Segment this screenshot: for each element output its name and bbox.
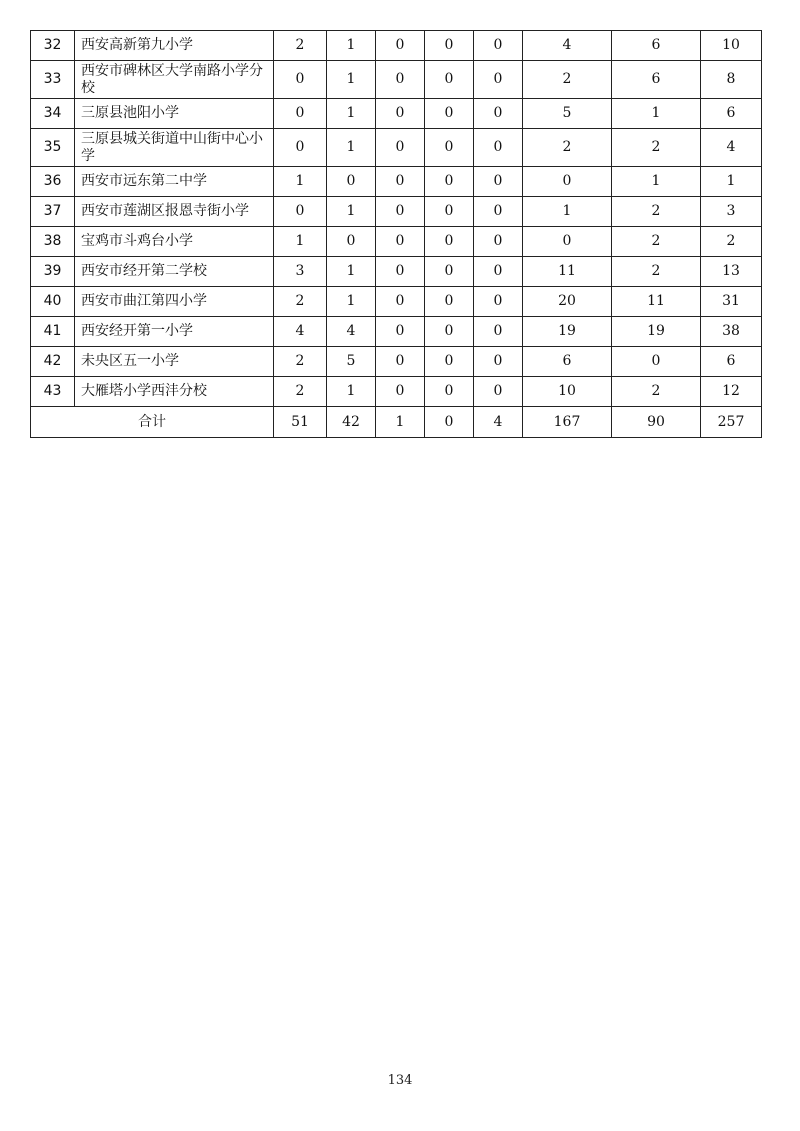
value-cell: 2 <box>612 257 701 287</box>
value-cell: 0 <box>523 167 612 197</box>
value-cell: 0 <box>376 31 425 61</box>
value-cell: 0 <box>376 167 425 197</box>
value-cell: 0 <box>474 31 523 61</box>
value-cell: 0 <box>376 287 425 317</box>
value-cell: 0 <box>425 347 474 377</box>
value-cell: 0 <box>376 197 425 227</box>
total-value-cell: 90 <box>612 407 701 438</box>
value-cell: 0 <box>376 317 425 347</box>
value-cell: 6 <box>612 61 701 99</box>
value-cell: 11 <box>523 257 612 287</box>
table-row <box>31 61 762 99</box>
value-cell: 10 <box>701 31 762 61</box>
school-name-cell: 西安经开第一小学 <box>75 317 274 347</box>
value-cell: 2 <box>274 31 327 61</box>
school-name-cell: 西安市远东第二中学 <box>75 167 274 197</box>
table-row <box>31 227 762 257</box>
value-cell: 0 <box>474 197 523 227</box>
table-row <box>31 99 762 129</box>
value-cell: 1 <box>327 287 376 317</box>
value-cell: 2 <box>274 347 327 377</box>
value-cell: 0 <box>376 129 425 167</box>
value-cell: 1 <box>274 227 327 257</box>
school-name-cell: 西安市经开第二学校 <box>75 257 274 287</box>
value-cell: 1 <box>523 197 612 227</box>
school-name-cell: 宝鸡市斗鸡台小学 <box>75 227 274 257</box>
value-cell: 1 <box>327 377 376 407</box>
value-cell: 6 <box>701 347 762 377</box>
value-cell: 1 <box>327 197 376 227</box>
total-row <box>31 407 762 438</box>
row-number-cell: 32 <box>31 31 75 61</box>
total-label-cell: 合计 <box>31 407 274 438</box>
value-cell: 2 <box>612 227 701 257</box>
value-cell: 10 <box>523 377 612 407</box>
school-name-cell: 三原县池阳小学 <box>75 99 274 129</box>
value-cell: 3 <box>701 197 762 227</box>
value-cell: 0 <box>376 99 425 129</box>
value-cell: 19 <box>612 317 701 347</box>
value-cell: 0 <box>425 99 474 129</box>
value-cell: 2 <box>701 227 762 257</box>
value-cell: 6 <box>612 31 701 61</box>
total-value-cell: 42 <box>327 407 376 438</box>
table-row <box>31 347 762 377</box>
value-cell: 6 <box>701 99 762 129</box>
value-cell: 1 <box>327 257 376 287</box>
value-cell: 0 <box>376 227 425 257</box>
value-cell: 4 <box>701 129 762 167</box>
value-cell: 4 <box>523 31 612 61</box>
value-cell: 0 <box>274 61 327 99</box>
total-value-cell: 1 <box>376 407 425 438</box>
value-cell: 0 <box>474 257 523 287</box>
value-cell: 0 <box>474 227 523 257</box>
table-body <box>31 31 762 438</box>
value-cell: 0 <box>474 317 523 347</box>
value-cell: 0 <box>474 129 523 167</box>
value-cell: 0 <box>376 347 425 377</box>
value-cell: 12 <box>701 377 762 407</box>
total-value-cell: 51 <box>274 407 327 438</box>
value-cell: 0 <box>474 377 523 407</box>
row-number-cell: 40 <box>31 287 75 317</box>
value-cell: 0 <box>612 347 701 377</box>
value-cell: 2 <box>523 61 612 99</box>
row-number-cell: 37 <box>31 197 75 227</box>
school-name-cell: 未央区五一小学 <box>75 347 274 377</box>
value-cell: 1 <box>327 31 376 61</box>
school-name-cell: 大雁塔小学西沣分校 <box>75 377 274 407</box>
value-cell: 0 <box>425 227 474 257</box>
total-value-cell: 257 <box>701 407 762 438</box>
value-cell: 0 <box>425 287 474 317</box>
value-cell: 1 <box>327 61 376 99</box>
value-cell: 0 <box>274 99 327 129</box>
value-cell: 0 <box>425 257 474 287</box>
value-cell: 38 <box>701 317 762 347</box>
table-row <box>31 377 762 407</box>
table-row <box>31 31 762 61</box>
row-number-cell: 38 <box>31 227 75 257</box>
value-cell: 1 <box>612 167 701 197</box>
table-row <box>31 197 762 227</box>
value-cell: 0 <box>474 99 523 129</box>
value-cell: 0 <box>425 377 474 407</box>
value-cell: 1 <box>701 167 762 197</box>
value-cell: 1 <box>327 129 376 167</box>
table-row <box>31 129 762 167</box>
value-cell: 0 <box>425 197 474 227</box>
value-cell: 2 <box>274 377 327 407</box>
value-cell: 2 <box>612 377 701 407</box>
value-cell: 0 <box>474 287 523 317</box>
value-cell: 0 <box>425 61 474 99</box>
value-cell: 0 <box>425 31 474 61</box>
total-value-cell: 0 <box>425 407 474 438</box>
school-name-cell: 西安市莲湖区报恩寺街小学 <box>75 197 274 227</box>
value-cell: 31 <box>701 287 762 317</box>
value-cell: 6 <box>523 347 612 377</box>
value-cell: 0 <box>474 167 523 197</box>
value-cell: 13 <box>701 257 762 287</box>
value-cell: 0 <box>327 167 376 197</box>
table-row <box>31 167 762 197</box>
value-cell: 0 <box>474 347 523 377</box>
row-number-cell: 41 <box>31 317 75 347</box>
row-number-cell: 36 <box>31 167 75 197</box>
row-number-cell: 39 <box>31 257 75 287</box>
value-cell: 20 <box>523 287 612 317</box>
row-number-cell: 43 <box>31 377 75 407</box>
row-number-cell: 34 <box>31 99 75 129</box>
value-cell: 0 <box>274 129 327 167</box>
value-cell: 19 <box>523 317 612 347</box>
value-cell: 0 <box>425 129 474 167</box>
row-number-cell: 42 <box>31 347 75 377</box>
value-cell: 0 <box>474 61 523 99</box>
value-cell: 11 <box>612 287 701 317</box>
value-cell: 8 <box>701 61 762 99</box>
school-name-cell: 三原县城关街道中山街中心小学 <box>75 129 274 167</box>
value-cell: 2 <box>612 197 701 227</box>
value-cell: 1 <box>327 99 376 129</box>
table-row <box>31 257 762 287</box>
table-row <box>31 317 762 347</box>
value-cell: 0 <box>376 61 425 99</box>
value-cell: 0 <box>376 377 425 407</box>
value-cell: 2 <box>612 129 701 167</box>
value-cell: 0 <box>425 167 474 197</box>
value-cell: 0 <box>376 257 425 287</box>
total-value-cell: 167 <box>523 407 612 438</box>
row-number-cell: 33 <box>31 61 75 99</box>
value-cell: 4 <box>327 317 376 347</box>
value-cell: 3 <box>274 257 327 287</box>
value-cell: 2 <box>523 129 612 167</box>
statistics-table <box>30 30 762 438</box>
page-number: 134 <box>387 1073 413 1088</box>
value-cell: 5 <box>523 99 612 129</box>
value-cell: 5 <box>327 347 376 377</box>
value-cell: 1 <box>274 167 327 197</box>
value-cell: 2 <box>274 287 327 317</box>
school-name-cell: 西安高新第九小学 <box>75 31 274 61</box>
value-cell: 4 <box>274 317 327 347</box>
value-cell: 0 <box>274 197 327 227</box>
school-name-cell: 西安市碑林区大学南路小学分校 <box>75 61 274 99</box>
school-name-cell: 西安市曲江第四小学 <box>75 287 274 317</box>
table-row <box>31 287 762 317</box>
value-cell: 0 <box>425 317 474 347</box>
value-cell: 0 <box>523 227 612 257</box>
row-number-cell: 35 <box>31 129 75 167</box>
total-value-cell: 4 <box>474 407 523 438</box>
value-cell: 0 <box>327 227 376 257</box>
value-cell: 1 <box>612 99 701 129</box>
